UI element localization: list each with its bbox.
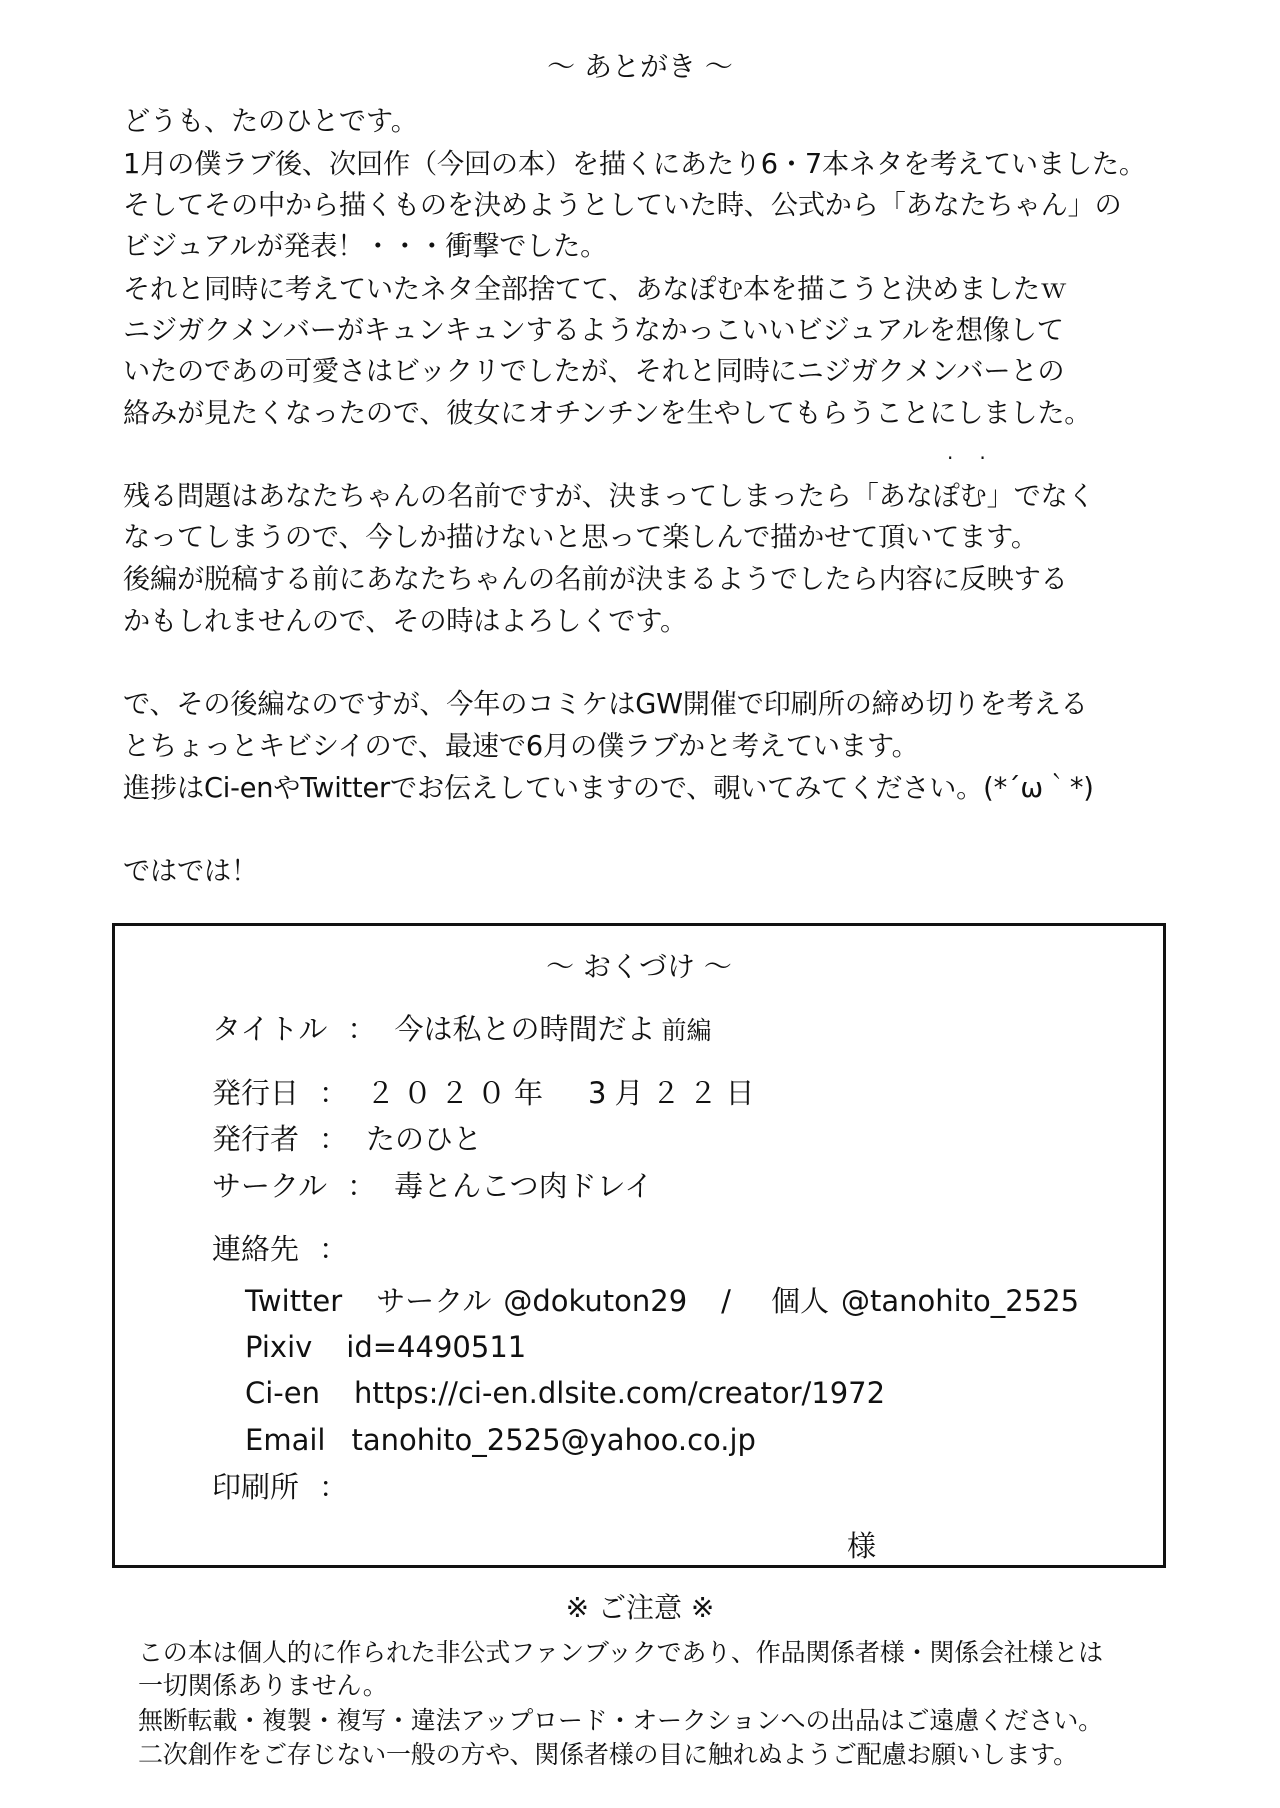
colophon-publisher-row	[212, 1119, 482, 1159]
separator: ：	[319, 1122, 349, 1156]
notice-line: 一切関係ありません。	[138, 1671, 388, 1700]
publisher-label: 発行者	[212, 1122, 300, 1156]
cien-name: Ci-en	[245, 1376, 320, 1410]
twitter-circle-handle[interactable]: @dokuton29	[503, 1284, 688, 1318]
afterword-line: かもしれませんので、その時はよろしくです。	[123, 606, 688, 637]
contact-twitter	[245, 1281, 1079, 1321]
afterword-line: 1月の僕ラブ後、次回作（今回の本）を描くにあたり6・7本ネタを考えていました。	[123, 149, 1146, 180]
twitter-name: Twitter	[245, 1284, 343, 1318]
email-value[interactable]: tanohito_2525@yahoo.co.jp	[351, 1423, 756, 1457]
twitter-personal-handle[interactable]: @tanohito_2525	[840, 1284, 1080, 1318]
printer-label: 印刷所	[212, 1470, 300, 1504]
afterword-line: とちょっとキビシイので、最速で6月の僕ラブかと考えています。	[123, 731, 919, 762]
notice-line: この本は個人的に作られた非公式ファンブックであり、作品関係者様・関係会社様とは	[138, 1638, 1103, 1667]
printer-suffix: 様	[847, 1529, 877, 1563]
colophon-date-row	[212, 1073, 762, 1113]
contact-cien	[245, 1373, 885, 1413]
afterword-line: 残る問題はあなたちゃんの名前ですが、決まってしまったら「あなぽむ」でなく	[123, 481, 1095, 512]
afterword-line: で、その後編なのですが、今年のコミケはGW開催で印刷所の締め切りを考える	[123, 689, 1088, 720]
colophon-heading: ～ おくづけ ～	[546, 950, 732, 983]
notice-heading: ※ ご注意 ※	[565, 1591, 715, 1624]
afterword-line: なってしまうので、今しか描けないと思って楽しんで描かせて頂いてます。	[123, 522, 1038, 553]
circle-label: サークル	[212, 1169, 328, 1203]
afterword-line: 絡みが見たくなったので、彼女にオチンチンを生やしてもらうことにしました。	[123, 398, 1092, 429]
separator: ：	[319, 1076, 349, 1110]
pixiv-value[interactable]: id=4490511	[346, 1330, 527, 1364]
separator: ：	[319, 1470, 349, 1504]
date-value: ２０２０年 3月２２日	[366, 1076, 763, 1110]
colophon-printer-row	[212, 1467, 366, 1507]
contact-pixiv	[245, 1327, 526, 1367]
afterword-line: そしてその中から描くものを決めようとしていた時、公式から「あなたちゃん」の	[123, 190, 1122, 221]
twitter-personal-label: 個人	[770, 1284, 829, 1318]
contact-label: 連絡先	[212, 1232, 300, 1266]
separator: ：	[347, 1012, 377, 1046]
separator: ：	[347, 1169, 377, 1203]
afterword-line: いたのであの可愛さはビックリでしたが、それと同時にニジガクメンバーとの	[123, 356, 1065, 387]
colophon-title-row	[212, 1009, 711, 1051]
notice-line: 二次創作をご存じない一般の方や、関係者様の目に触れぬようご配慮お願いします。	[138, 1740, 1078, 1769]
afterword-line: 進捗はCi-enやTwitterでお伝えしていますので、覗いてみてください。(*´ω｀*)	[123, 773, 1094, 804]
cien-value[interactable]: https://ci-en.dlsite.com/creator/1972	[354, 1376, 886, 1410]
separator: ：	[319, 1232, 349, 1266]
afterword-line: 後編が脱稿する前にあなたちゃんの名前が決まるようでしたら内容に反映する	[123, 564, 1068, 595]
colophon-contact-row	[212, 1229, 366, 1269]
afterword-heading: ～ あとがき ～	[547, 50, 733, 83]
afterword-line: ではでは！	[123, 856, 258, 887]
colophon-circle-row	[212, 1166, 653, 1206]
title-value: 今は私との時間だよ	[394, 1012, 656, 1046]
emphasis-dots: ··	[947, 446, 1012, 470]
title-suffix: 前編	[661, 1016, 712, 1045]
notice-line: 無断転載・複製・複写・違法アップロード・オークションへの出品はご遠慮ください。	[138, 1706, 1103, 1735]
publisher-value: たのひと	[366, 1122, 483, 1156]
colophon-box	[112, 923, 1166, 1568]
afterword-line: ビジュアルが発表！・・・衝撃でした。	[123, 231, 608, 262]
twitter-circle-label: サークル	[376, 1284, 492, 1318]
contact-email	[245, 1420, 756, 1460]
date-label: 発行日	[212, 1076, 300, 1110]
title-label: タイトル	[212, 1012, 328, 1046]
pixiv-name: Pixiv	[245, 1330, 313, 1364]
afterword-line: どうも、たのひとです。	[123, 106, 418, 137]
circle-value: 毒とんこつ肉ドレイ	[394, 1169, 654, 1203]
email-name: Email	[245, 1423, 326, 1457]
afterword-line: ニジガクメンバーがキュンキュンするようなかっこいいビジュアルを想像して	[123, 315, 1064, 346]
afterword-line: それと同時に考えていたネタ全部捨てて、あなぽむ本を描こうと決めましたｗ	[123, 274, 1068, 305]
twitter-slash: /	[721, 1284, 731, 1318]
